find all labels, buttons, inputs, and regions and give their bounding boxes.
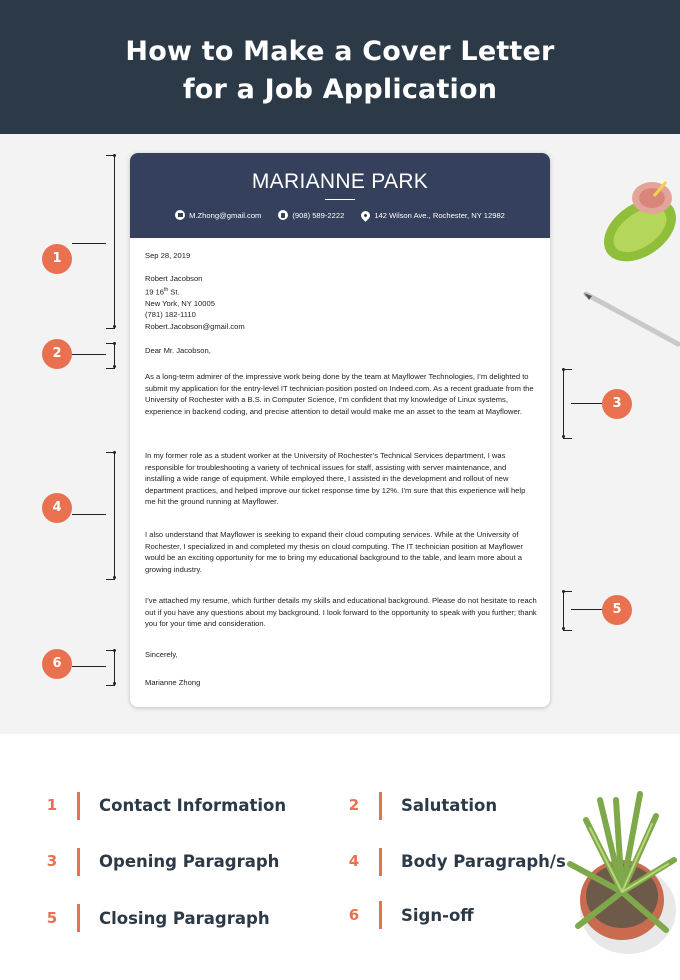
bracket-dot (562, 590, 565, 593)
contact-row (130, 210, 550, 220)
legend-bar (379, 848, 382, 876)
bracket-dot (562, 627, 565, 630)
page-title (0, 33, 680, 109)
connector-4 (72, 514, 106, 515)
bracket-dot (113, 365, 116, 368)
bracket-3 (563, 369, 572, 439)
bracket-dot (113, 342, 116, 345)
succulent-plant-decoration (556, 780, 680, 970)
address-text: 142 Wilson Ave., Rochester, NY 12982 (374, 210, 505, 220)
bracket-5 (563, 591, 572, 631)
contact-address (361, 210, 505, 220)
recipient-name: Robert Jacobson (145, 274, 203, 283)
recipient-email: Robert.Jacobson@gmail.com (145, 321, 245, 331)
salutation: Dear Mr. Jacobson, (145, 346, 211, 355)
bracket-dot (113, 576, 116, 579)
title-line-1: How to Make a Cover Letter (125, 36, 555, 67)
legend-label-3: Opening Paragraph (99, 852, 280, 871)
email-text: M.Zhong@gmail.com (189, 210, 262, 220)
page-header (0, 0, 680, 134)
signature: Marianne Zhong (145, 678, 201, 687)
bracket-dot (113, 451, 116, 454)
legend-label-6: Sign-off (401, 906, 474, 925)
connector-2 (72, 354, 106, 355)
bracket-6 (106, 650, 115, 686)
connector-5 (571, 609, 603, 610)
street-suffix: St. (168, 287, 180, 297)
bracket-4 (106, 452, 115, 580)
body-paragraph-2: I also understand that Mayflower is seeking to expand their cloud computing services. While at the University of Rochester, I specialized in and completed my thesis on cloud computing. The IT technician position at Mayflower would be an exciting opportunity for me to bring my educational background to the table, and learn more about a growing industry. (145, 530, 523, 574)
marker-4: 4 (42, 493, 72, 523)
legend-bar (379, 792, 382, 820)
connector-1 (72, 243, 106, 244)
recipient-street (145, 285, 537, 298)
legend-label-4: Body Paragraph/s (401, 852, 566, 871)
legend-bar (379, 901, 382, 929)
marker-2: 2 (42, 339, 72, 369)
legend-bar (77, 848, 80, 876)
legend-number-5: 5 (46, 909, 58, 927)
legend-number-3: 3 (46, 852, 58, 870)
bracket-dot (113, 649, 116, 652)
bracket-dot (562, 368, 565, 371)
marker-5: 5 (602, 595, 632, 625)
letter-date: Sep 28, 2019 (145, 251, 191, 260)
recipient-block (145, 273, 537, 333)
legend-number-2: 2 (348, 796, 360, 814)
bracket-dot (113, 154, 116, 157)
legend-bar (77, 792, 80, 820)
mail-icon (175, 210, 185, 220)
connector-6 (72, 666, 106, 667)
marker-1: 1 (42, 244, 72, 274)
marker-6: 6 (42, 649, 72, 679)
legend-label-5: Closing Paragraph (99, 909, 270, 928)
phone-icon (278, 210, 288, 220)
closing-paragraph: I’ve attached my resume, which further details my skills and educational background. Please do not hesitate to reach out if you have any questions about my background. I look forward to the opportunity to speak with you further; thank you for your time and consideration. (145, 596, 537, 629)
contact-phone (278, 210, 344, 220)
bracket-dot (113, 682, 116, 685)
cover-letter-document (130, 153, 550, 707)
legend-bar (77, 904, 80, 932)
legend-label-2: Salutation (401, 796, 498, 815)
legend-number-6: 6 (348, 906, 360, 924)
contact-email (175, 210, 261, 220)
bracket-dot (113, 325, 116, 328)
signoff: Sincerely, (145, 650, 178, 659)
opening-paragraph: As a long-term admirer of the impressive work being done by the team at Mayflower Technologies, I’m delighted to submit my application for the entry-level IT technician position posted on Indeed.com. As a recent graduate from the University of Rochester with a B.S. in Computer Science, I’m confident that my knowledge of Linux systems, experience in backend coding, and precise attention to detail would make me an asset to the team at Mayflower. (145, 372, 534, 416)
bracket-1 (106, 155, 115, 329)
recipient-phone: (781) 182-1110 (145, 310, 196, 320)
flower-decoration (596, 172, 680, 282)
legend-number-4: 4 (348, 852, 360, 870)
legend-label-1: Contact Information (99, 796, 287, 815)
connector-3 (571, 403, 603, 404)
street-ordinal: th (164, 286, 169, 293)
body-paragraph-1: In my former role as a student worker at the University of Rochester’s Technical Services department, I was responsible for troubleshooting a variety of technical issues for staff, assisting with server maintenance, and installing a wide range of equipment. While employed there, I assisted in the development and rollout of new department practices, and helped improve our ticket response time by 12%. I’m sure that this experience will help me hit the ground running at Mayflower. (145, 451, 526, 507)
legend-number-1: 1 (46, 796, 58, 814)
applicant-name: MARIANNE PARK (251, 170, 429, 193)
marker-3: 3 (602, 389, 632, 419)
title-line-2: for a Job Application (182, 74, 498, 105)
pencil-decoration (582, 290, 680, 350)
phone-text: (908) 589-2222 (292, 210, 345, 220)
letter-header (130, 153, 550, 238)
bracket-dot (562, 435, 565, 438)
name-divider (325, 199, 355, 200)
location-pin-icon (359, 209, 372, 222)
recipient-city: New York, NY 10005 (145, 298, 215, 308)
street-number: 19 16 (145, 287, 165, 297)
